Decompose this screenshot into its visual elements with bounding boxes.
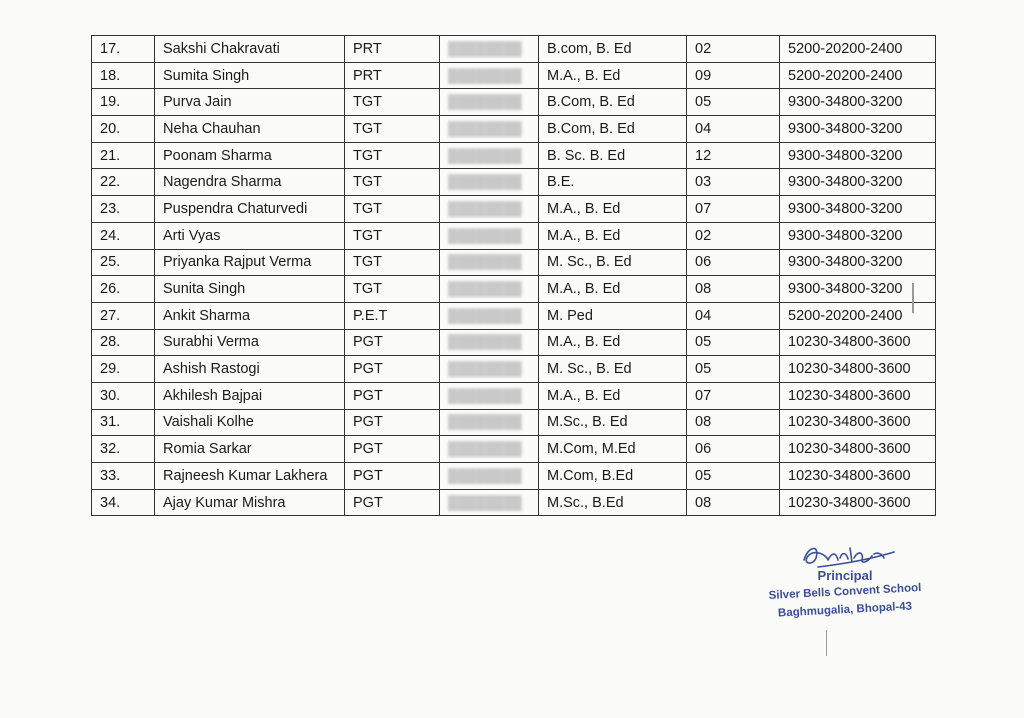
redacted-text: ████████ [448,147,522,163]
experience-cell: 06 [687,436,780,463]
redacted-text: ████████ [448,467,522,483]
redacted-text: ████████ [448,414,522,430]
redacted-cell [440,409,539,436]
serial-number-cell: 25. [92,249,155,276]
pay-scale-cell: 5200-20200-2400 [780,36,936,63]
serial-number-cell: 24. [92,222,155,249]
qualification-cell: M.Com, M.Ed [539,436,687,463]
post-cell: TGT [345,222,440,249]
pay-scale-cell: 9300-34800-3200 [780,249,936,276]
staff-name-cell: Surabhi Verma [155,329,345,356]
experience-cell: 05 [687,356,780,383]
qualification-cell: M.A., B. Ed [539,382,687,409]
staff-name-cell: Poonam Sharma [155,142,345,169]
post-cell: PGT [345,436,440,463]
pay-scale-cell: 9300-34800-3200 [780,142,936,169]
qualification-cell: B.Com, B. Ed [539,116,687,143]
redacted-cell [440,356,539,383]
staff-name-cell: Sumita Singh [155,62,345,89]
redacted-cell [440,329,539,356]
serial-number-cell: 19. [92,89,155,116]
experience-cell: 02 [687,222,780,249]
staff-table [91,35,936,516]
pay-scale-cell: 5200-20200-2400 [780,62,936,89]
stamp-title: Principal [817,568,873,583]
redacted-cell [440,36,539,63]
staff-name-cell: Arti Vyas [155,222,345,249]
qualification-cell: B.E. [539,169,687,196]
redacted-cell [440,89,539,116]
post-cell: TGT [345,249,440,276]
serial-number-cell: 21. [92,142,155,169]
serial-number-cell: 17. [92,36,155,63]
experience-cell: 07 [687,382,780,409]
post-cell: PRT [345,36,440,63]
experience-cell: 05 [687,89,780,116]
table-row [92,382,936,409]
table-row [92,409,936,436]
table-row [92,249,936,276]
serial-number-cell: 29. [92,356,155,383]
redacted-cell [440,382,539,409]
table-row [92,356,936,383]
post-cell: TGT [345,89,440,116]
experience-cell: 04 [687,302,780,329]
redacted-cell [440,196,539,223]
staff-name-cell: Vaishali Kolhe [155,409,345,436]
pay-scale-cell: 9300-34800-3200 [780,222,936,249]
table-row [92,89,936,116]
redacted-text: ████████ [448,200,522,216]
experience-cell: 04 [687,116,780,143]
serial-number-cell: 20. [92,116,155,143]
qualification-cell: B. Sc. B. Ed [539,142,687,169]
table-row [92,36,936,63]
stamp-school-name: Silver Bells Convent School [768,582,922,602]
redacted-text: ████████ [448,67,522,83]
staff-name-cell: Sunita Singh [155,276,345,303]
redacted-cell [440,249,539,276]
serial-number-cell: 23. [92,196,155,223]
serial-number-cell: 30. [92,382,155,409]
staff-name-cell: Rajneesh Kumar Lakhera [155,463,345,490]
post-cell: TGT [345,196,440,223]
pay-scale-cell: 10230-34800-3600 [780,356,936,383]
qualification-cell: M. Sc., B. Ed [539,249,687,276]
table-row [92,329,936,356]
post-cell: TGT [345,169,440,196]
post-cell: PGT [345,329,440,356]
staff-name-cell: Nagendra Sharma [155,169,345,196]
pay-scale-cell: 5200-20200-2400 [780,302,936,329]
redacted-text: ████████ [448,254,522,270]
redacted-text: ████████ [448,361,522,377]
experience-cell: 12 [687,142,780,169]
serial-number-cell: 31. [92,409,155,436]
post-cell: PGT [345,409,440,436]
post-cell: TGT [345,276,440,303]
qualification-cell: M.Sc., B. Ed [539,409,687,436]
experience-cell: 08 [687,489,780,516]
stamp-address: Baghmugalia, Bhopal-43 [777,600,913,620]
table-row [92,222,936,249]
qualification-cell: M.A., B. Ed [539,62,687,89]
serial-number-cell: 18. [92,62,155,89]
staff-name-cell: Priyanka Rajput Verma [155,249,345,276]
experience-cell: 06 [687,249,780,276]
staff-name-cell: Ashish Rastogi [155,356,345,383]
pay-scale-cell: 9300-34800-3200 [780,276,936,303]
staff-name-cell: Romia Sarkar [155,436,345,463]
pay-scale-cell: 10230-34800-3600 [780,409,936,436]
experience-cell: 03 [687,169,780,196]
qualification-cell: M.A., B. Ed [539,276,687,303]
redacted-text: ████████ [448,94,522,110]
table-row [92,116,936,143]
staff-name-cell: Akhilesh Bajpai [155,382,345,409]
pay-scale-cell: 10230-34800-3600 [780,489,936,516]
staff-name-cell: Ajay Kumar Mishra [155,489,345,516]
redacted-text: ████████ [448,441,522,457]
experience-cell: 05 [687,329,780,356]
post-cell: PGT [345,463,440,490]
pay-scale-cell: 9300-34800-3200 [780,196,936,223]
pay-scale-cell: 9300-34800-3200 [780,169,936,196]
staff-table-body [92,36,936,516]
table-row [92,62,936,89]
pay-scale-cell: 10230-34800-3600 [780,463,936,490]
pay-scale-cell: 9300-34800-3200 [780,89,936,116]
table-row [92,463,936,490]
pay-scale-cell: 10230-34800-3600 [780,329,936,356]
serial-number-cell: 34. [92,489,155,516]
staff-name-cell: Puspendra Chaturvedi [155,196,345,223]
experience-cell: 05 [687,463,780,490]
staff-name-cell: Ankit Sharma [155,302,345,329]
redacted-text: ████████ [448,40,522,56]
pay-scale-cell: 10230-34800-3600 [780,436,936,463]
redacted-text: ████████ [448,307,522,323]
post-cell: PGT [345,382,440,409]
scan-artifact [826,630,827,656]
table-row [92,302,936,329]
experience-cell: 02 [687,36,780,63]
redacted-text: ████████ [448,494,522,510]
qualification-cell: M.A., B. Ed [539,222,687,249]
pay-scale-cell: 10230-34800-3600 [780,382,936,409]
post-cell: TGT [345,142,440,169]
qualification-cell: B.Com, B. Ed [539,89,687,116]
staff-name-cell: Neha Chauhan [155,116,345,143]
serial-number-cell: 27. [92,302,155,329]
qualification-cell: B.com, B. Ed [539,36,687,63]
serial-number-cell: 26. [92,276,155,303]
qualification-cell: M.A., B. Ed [539,329,687,356]
table-row [92,489,936,516]
experience-cell: 08 [687,409,780,436]
redacted-cell [440,463,539,490]
redacted-cell [440,116,539,143]
post-cell: P.E.T [345,302,440,329]
staff-name-cell: Sakshi Chakravati [155,36,345,63]
post-cell: PGT [345,489,440,516]
scan-artifact [912,283,914,313]
redacted-cell [440,489,539,516]
redacted-text: ████████ [448,227,522,243]
experience-cell: 09 [687,62,780,89]
table-row [92,169,936,196]
redacted-cell [440,62,539,89]
serial-number-cell: 28. [92,329,155,356]
serial-number-cell: 32. [92,436,155,463]
table-row [92,142,936,169]
experience-cell: 07 [687,196,780,223]
serial-number-cell: 33. [92,463,155,490]
post-cell: TGT [345,116,440,143]
qualification-cell: M.Com, B.Ed [539,463,687,490]
experience-cell: 08 [687,276,780,303]
redacted-cell [440,142,539,169]
table-row [92,436,936,463]
redacted-cell [440,169,539,196]
serial-number-cell: 22. [92,169,155,196]
table-row [92,276,936,303]
redacted-text: ████████ [448,387,522,403]
redacted-cell [440,436,539,463]
redacted-cell [440,276,539,303]
qualification-cell: M.Sc., B.Ed [539,489,687,516]
qualification-cell: M. Ped [539,302,687,329]
staff-name-cell: Purva Jain [155,89,345,116]
redacted-text: ████████ [448,120,522,136]
redacted-text: ████████ [448,174,522,190]
table-row [92,196,936,223]
pay-scale-cell: 9300-34800-3200 [780,116,936,143]
redacted-text: ████████ [448,334,522,350]
qualification-cell: M. Sc., B. Ed [539,356,687,383]
post-cell: PRT [345,62,440,89]
qualification-cell: M.A., B. Ed [539,196,687,223]
post-cell: PGT [345,356,440,383]
redacted-text: ████████ [448,281,522,297]
principal-stamp [760,540,930,630]
redacted-cell [440,302,539,329]
redacted-cell [440,222,539,249]
